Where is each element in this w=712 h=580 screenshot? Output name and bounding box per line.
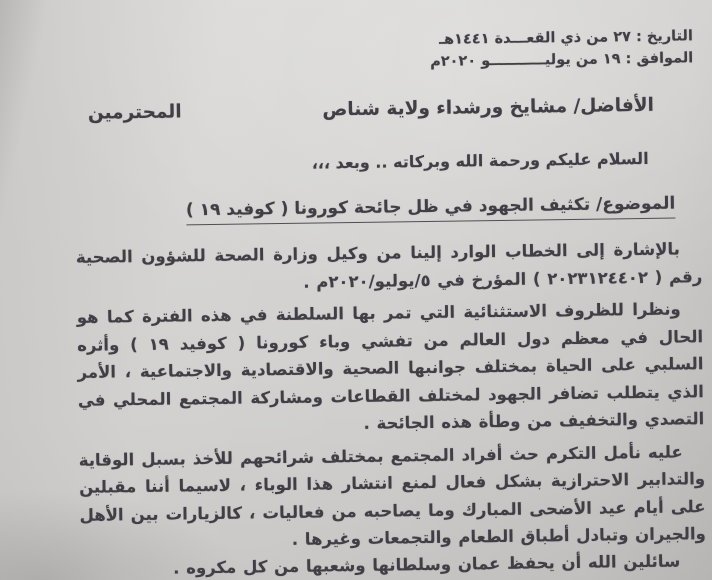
addressee-row [88,95,654,124]
body-paragraph: ونظرا للظروف الاستثنائية التي تمر بها السلطنة في هذه الفترة كما هو الحال في معظم دول العالم من تفشي وباء كورونا ( كوفيد ١٩ ) وأثره السلبي على الحياة بمختلف جوانبها الصحية والاقتصادية والاجتماعية ، الأمر الذي يتطلب تضافر الجهود لمختلف القطاعات ومشاركة المجتمع المحلي في التصدي والتخفيف من وطأة هذه الجائحة . [76,299,705,433]
date-block [430,25,694,73]
date-hijri: التاريخ : ٢٧ من ذي القعـــدة ١٤٤١هـ [438,28,694,48]
body-paragraph: بالإشارة إلى الخطاب الوارد إلينا من وكيل وزارة الصحة للشؤون الصحية رقم ( ٢٠٢٣١٢٤٤٠٢ ) المؤرخ في ٥/يوليو/٢٠٢٠م . [75,239,703,292]
addressee-line: الأفاضل/ مشايخ ورشداء ولاية شناص [322,94,655,121]
subject-text: الموضوع/ تكثيف الجهود في ظل جائحة كورونا ( كوفيد ١٩ ) [186,194,676,226]
date-gregorian: الموافق : ١٩ من يوليـــــــــــو ٢٠٢٠م [430,50,694,70]
subject-line [186,194,676,226]
greeting-line: السلام عليكم ورحمة الله وبركاته .. وبعد ،،، [311,148,649,173]
letter-body [76,235,706,561]
body-paragraph: عليه نأمل التكرم حث أفراد المجتمع بمختلف شرائحهم للأخذ بسبل الوقاية والتدابير الاحترازية بشكل فعال لمنع انتشار هذا الوباء ، لاسيما أننا مقبلين على أيام عيد الأضحى المبارك وما يصاحبه من فعاليات ، كالزيارات بين الأهل والجيران وتبادل أطباق الطعام والتجمعات وغيرها . [78,441,706,549]
honorific-label: المحترمين [87,101,182,124]
closing-line: سائلين الله أن يحفظ عمان وسلطانها وشعبها من كل مكروه . [173,551,681,578]
